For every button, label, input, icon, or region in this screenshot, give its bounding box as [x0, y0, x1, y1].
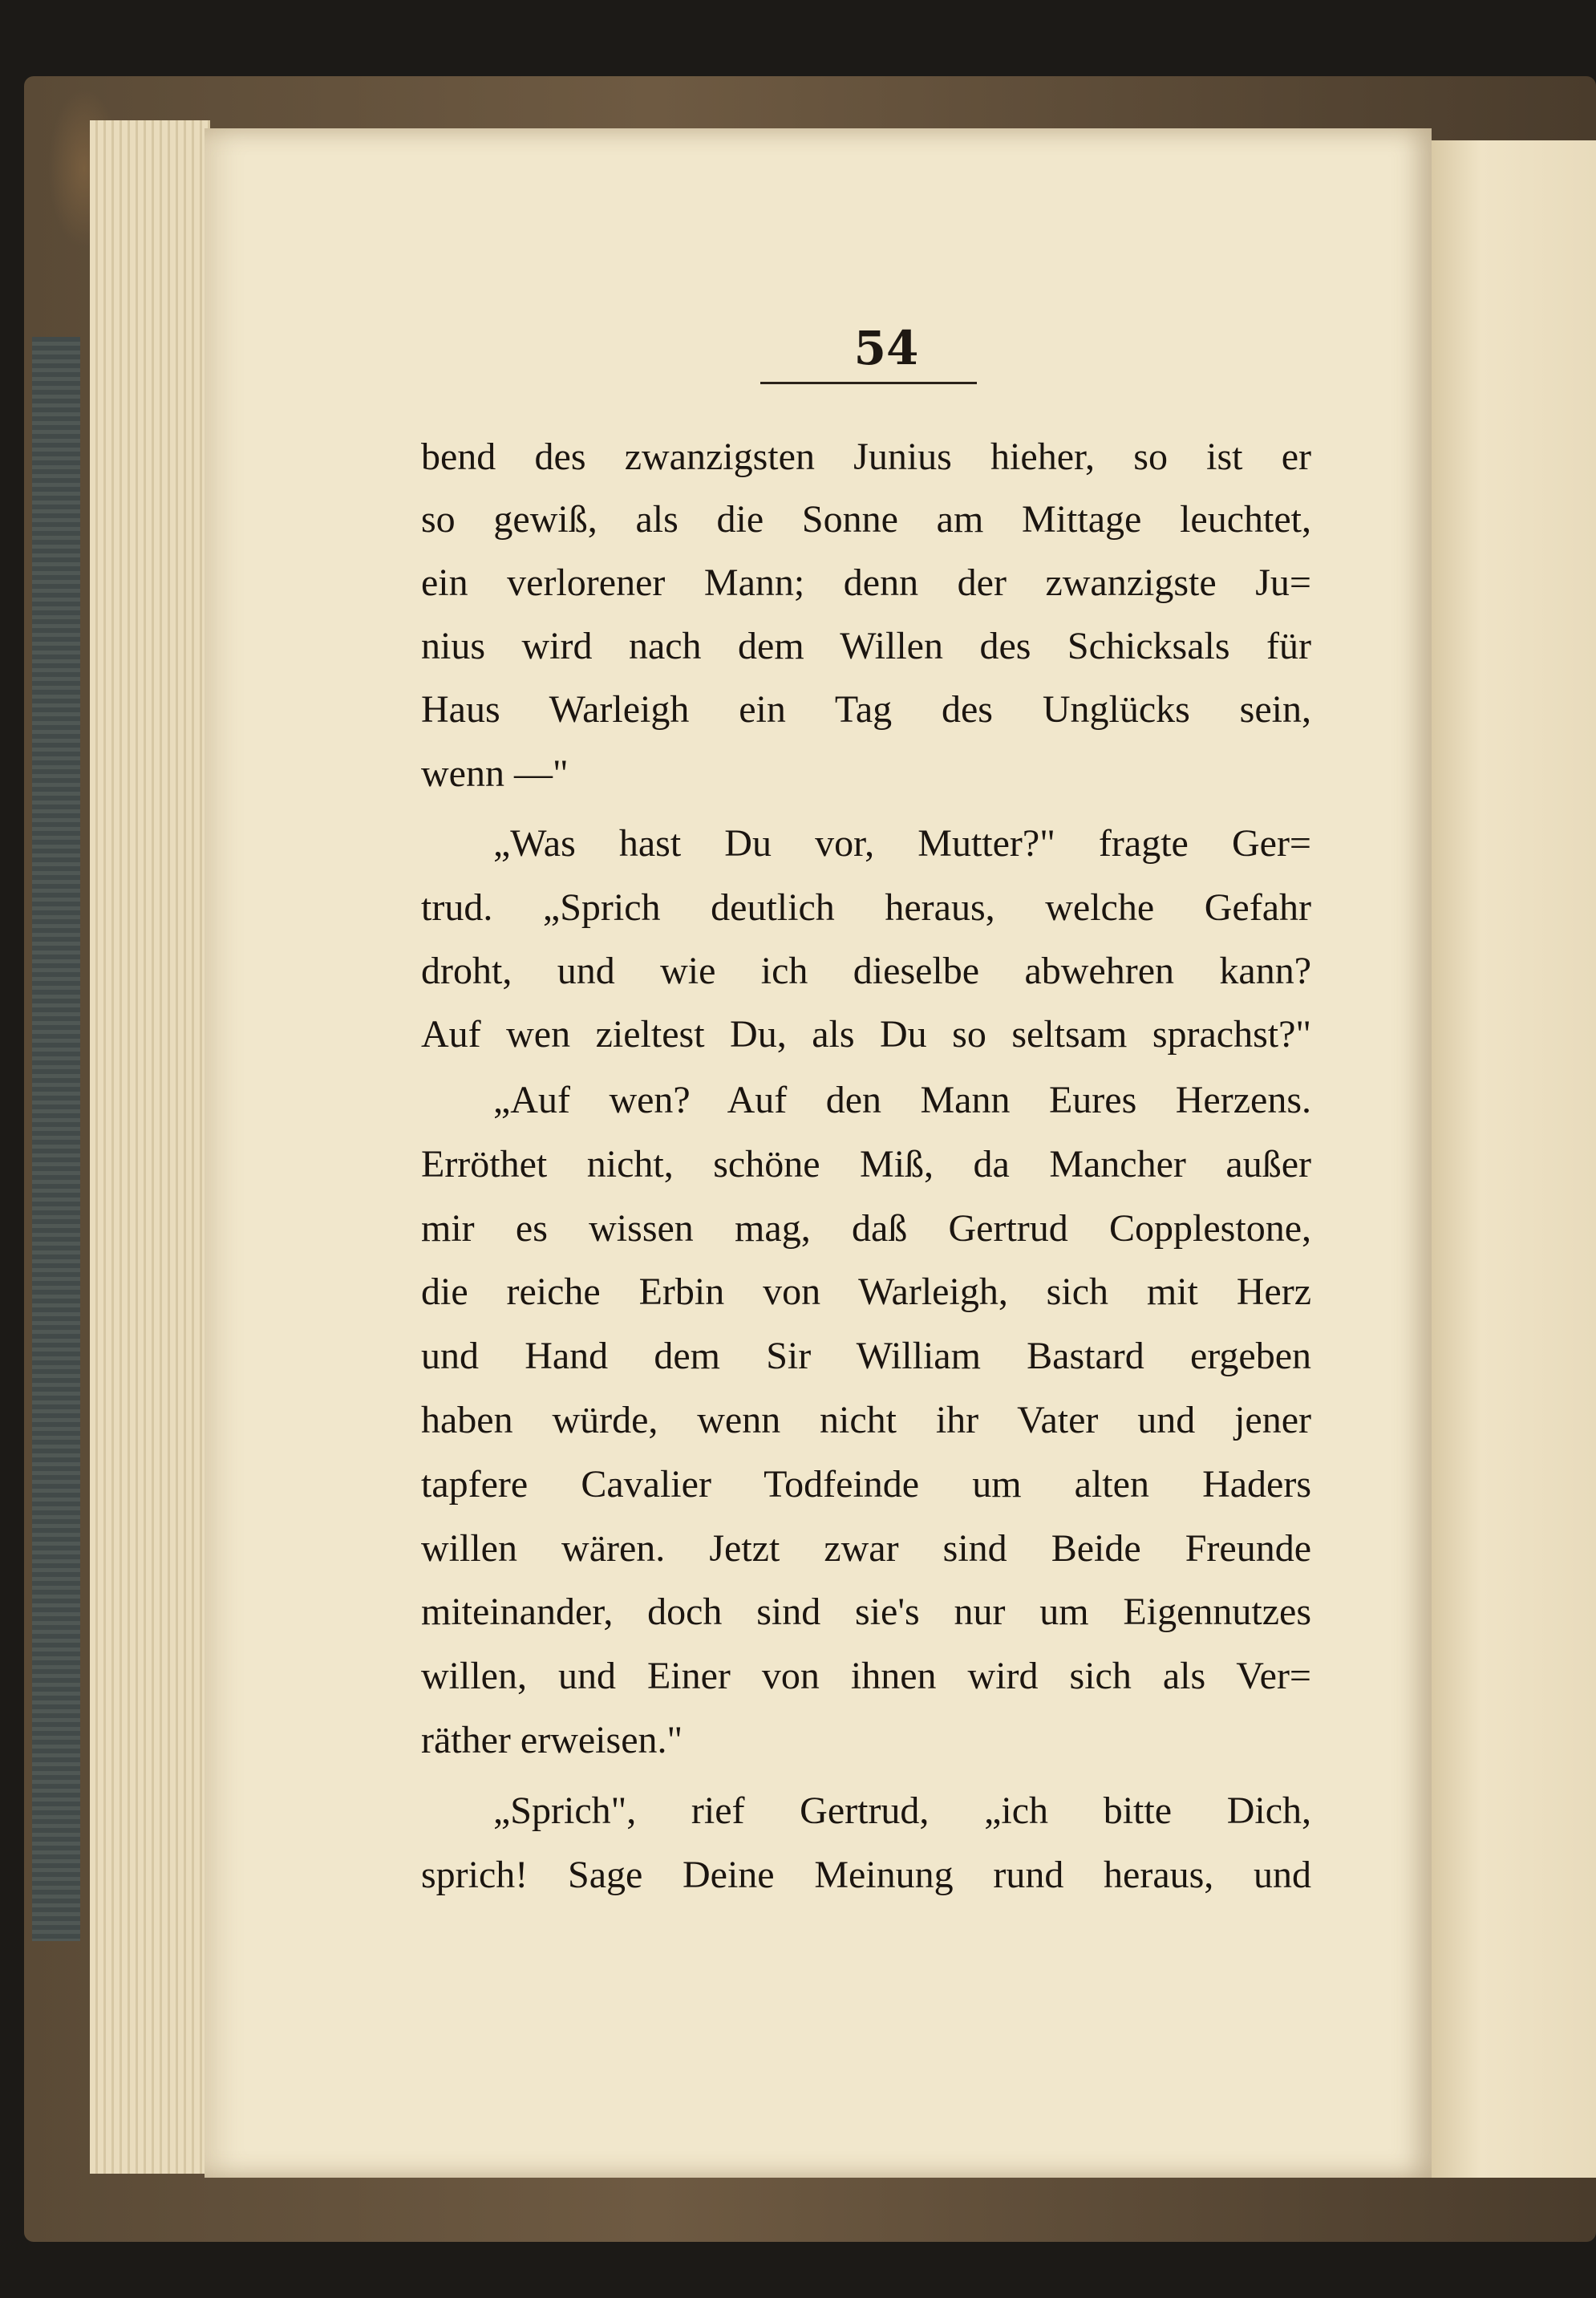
- page-stack-edges: [90, 120, 210, 2174]
- text-line: willen, und Einer von ihnen wird sich als Ver=: [421, 1655, 1311, 1697]
- page-number-rule: [760, 382, 977, 384]
- text-line: haben würde, wenn nicht ihr Vater und jener: [421, 1399, 1311, 1441]
- text-line: die reiche Erbin von Warleigh, sich mit Herz: [421, 1271, 1311, 1313]
- text-line: ein verlorener Mann; denn der zwanzigste Ju=: [421, 561, 1311, 604]
- text-line: bend des zwanzigsten Junius hieher, so ist er: [421, 436, 1311, 478]
- text-line: sprich! Sage Deine Meinung rund heraus, und: [421, 1854, 1311, 1896]
- text-line: trud. „Sprich deutlich heraus, welche Gefahr: [421, 886, 1311, 929]
- text-line: tapfere Cavalier Todfeinde um alten Haders: [421, 1463, 1311, 1506]
- text-line: droht, und wie ich dieselbe abwehren kann?: [421, 950, 1311, 992]
- text-line: nius wird nach dem Willen des Schicksals für: [421, 625, 1311, 667]
- text-line: Auf wen zieltest Du, als Du so seltsam sprachst?": [421, 1013, 1311, 1056]
- text-line: und Hand dem Sir William Bastard ergeben: [421, 1335, 1311, 1377]
- text-line: Haus Warleigh ein Tag des Unglücks sein,: [421, 688, 1311, 731]
- text-line: „Was hast Du vor, Mutter?" fragte Ger=: [493, 822, 1311, 865]
- text-line: so gewiß, als die Sonne am Mittage leuchtet,: [421, 498, 1311, 541]
- text-line: „Sprich", rief Gertrud, „ich bitte Dich,: [493, 1789, 1311, 1832]
- book-spine-edge: [32, 337, 80, 1941]
- text-line: miteinander, doch sind sie's nur um Eigennutzes: [421, 1591, 1311, 1633]
- text-line: willen wären. Jetzt zwar sind Beide Freunde: [421, 1527, 1311, 1570]
- text-line: mir es wissen mag, daß Gertrud Copplestone,: [421, 1207, 1311, 1250]
- text-line: „Auf wen? Auf den Mann Eures Herzens.: [493, 1079, 1311, 1121]
- facing-page-edge: [1432, 140, 1596, 2178]
- text-line: Erröthet nicht, schöne Miß, da Mancher außer: [421, 1143, 1311, 1185]
- page-number: 54: [853, 321, 919, 375]
- text-line: wenn —": [421, 752, 569, 795]
- text-line: räther erweisen.": [421, 1719, 683, 1761]
